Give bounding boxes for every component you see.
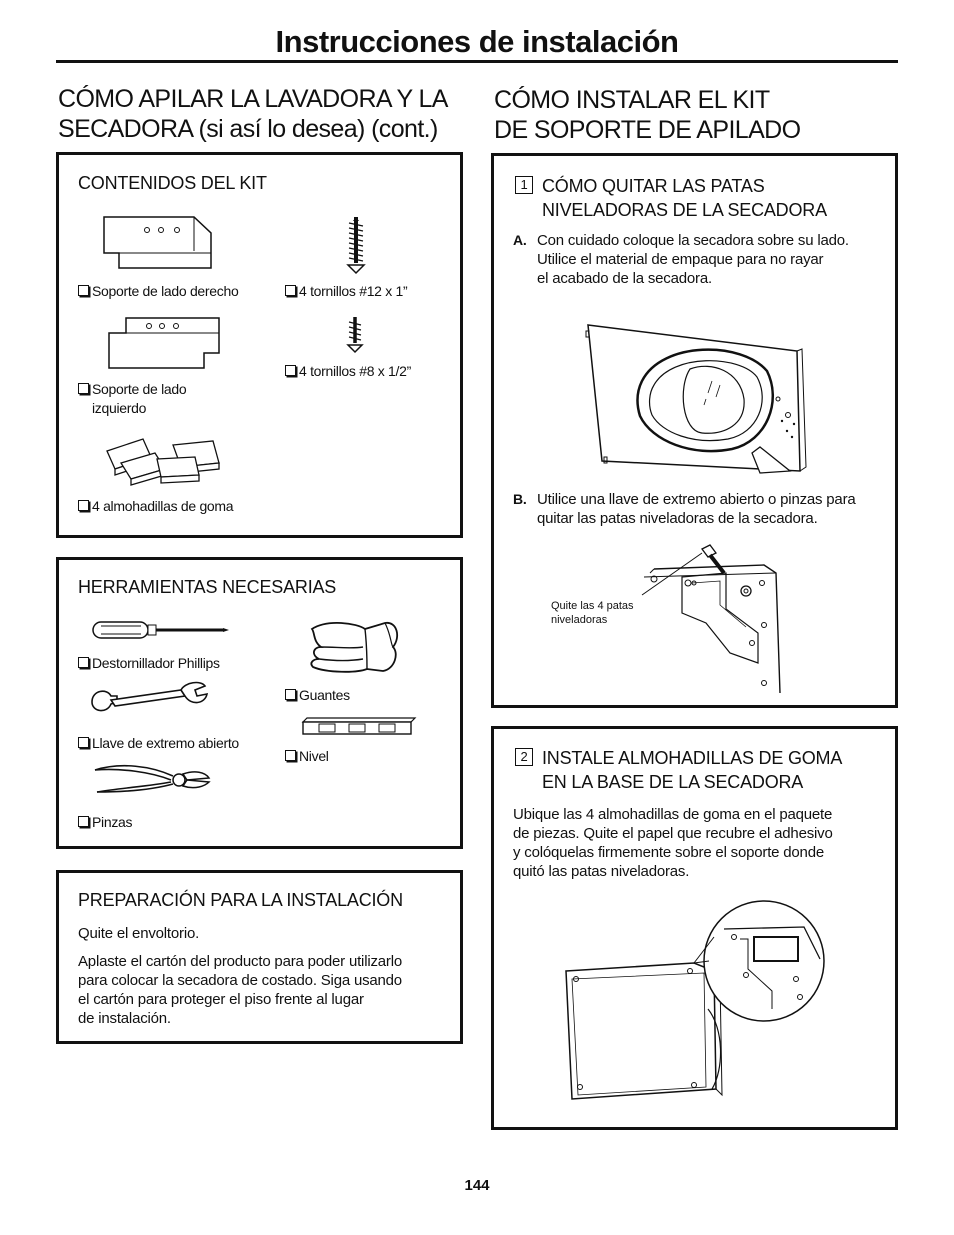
step1-a-label: A.	[513, 232, 527, 248]
checkbox-icon	[78, 383, 89, 394]
prep-line: de instalación.	[78, 1010, 171, 1027]
prep-heading: PREPARACIÓN PARA LA INSTALACIÓN	[78, 890, 403, 910]
tool-label: Destornillador Phillips	[92, 655, 220, 671]
step2-line: Ubique las 4 almohadillas de goma en el paquete	[513, 806, 833, 823]
tool-gloves	[285, 686, 350, 705]
kit-item-screws-12	[285, 282, 407, 301]
right-section-title-line1: CÓMO INSTALAR EL KIT	[494, 86, 770, 114]
left-section-title-line2: SECADORA (si así lo desea) (cont.)	[58, 115, 438, 143]
kit-item-label: Soporte de lado	[92, 381, 187, 397]
gloves-illustration	[307, 617, 402, 679]
right-bracket-illustration	[99, 213, 219, 273]
step-number-badge: 2	[515, 748, 533, 766]
checkbox-icon	[78, 737, 89, 748]
pliers-illustration	[91, 762, 213, 798]
callout-line2: niveladoras	[551, 614, 608, 626]
checkbox-icon	[285, 750, 296, 761]
step1-title-line2: NIVELADORAS DE LA SECADORA	[542, 200, 827, 220]
kit-item-label: 4 almohadillas de goma	[92, 498, 234, 514]
step1-b-line: Utilice una llave de extremo abierto o pinzas para	[537, 491, 856, 508]
step2-text	[513, 805, 893, 881]
tool-label: Pinzas	[92, 814, 133, 830]
kit-contents-box	[56, 152, 463, 538]
kit-item-left-bracket-cont: izquierdo	[92, 400, 147, 416]
kit-item-right-bracket	[78, 282, 238, 301]
prep-paragraph-2	[78, 952, 458, 1028]
step1-heading	[515, 174, 912, 222]
preparation-box	[56, 870, 463, 1044]
left-section-title-line1: CÓMO APILAR LA LAVADORA Y LA	[58, 85, 448, 113]
prep-paragraph-1: Quite el envoltorio.	[78, 925, 200, 942]
kit-item-rubber-pads	[78, 497, 233, 516]
checkbox-icon	[78, 285, 89, 296]
step2-line: y colóquelas firmemente sobre el soporte donde	[513, 844, 824, 861]
step1-a-text	[537, 231, 897, 288]
page-number: 144	[464, 1177, 490, 1194]
kit-item-label: 4 tornillos #12 x 1”	[299, 283, 408, 299]
checkbox-icon	[78, 500, 89, 511]
screw-12-illustration	[341, 215, 371, 277]
step1-b-text	[537, 490, 897, 528]
kit-item-left-bracket	[78, 380, 186, 399]
prep-line: para colocar la secadora de costado. Siga usando	[78, 972, 402, 989]
callout-line1: Quite las 4 patas	[551, 600, 634, 612]
step1-title-line1: CÓMO QUITAR LAS PATAS	[542, 176, 765, 196]
dryer-on-side-illustration	[582, 321, 812, 476]
leveling-leg-removal-illustration	[634, 543, 864, 693]
wrench-illustration	[89, 680, 209, 722]
checkbox-icon	[285, 689, 296, 700]
checkbox-icon	[78, 657, 89, 668]
kit-item-screws-8	[285, 362, 411, 381]
step1-b-line: quitar las patas niveladoras de la secadora.	[537, 510, 818, 527]
step2-line: quitó las patas niveladoras.	[513, 863, 690, 880]
left-bracket-illustration	[104, 313, 224, 373]
rubber-pads-illustration	[103, 437, 223, 487]
level-illustration	[299, 716, 417, 738]
step-number-badge: 1	[515, 176, 533, 194]
step2-title-line2: EN LA BASE DE LA SECADORA	[542, 772, 804, 792]
prep-line: el cartón para proteger el piso frente al lugar	[78, 991, 364, 1008]
tools-heading: HERRAMIENTAS NECESARIAS	[78, 577, 337, 597]
kit-item-label: Soporte de lado derecho	[92, 283, 239, 299]
kit-heading: CONTENIDOS DEL KIT	[78, 173, 267, 193]
callout-label	[551, 599, 634, 627]
step1-box	[491, 153, 898, 708]
rubber-pad-installation-illustration	[564, 899, 884, 1119]
title-rule	[56, 60, 898, 63]
right-section-title-line2: DE SOPORTE DE APILADO	[494, 116, 801, 144]
step2-box	[491, 726, 898, 1130]
tool-screwdriver	[78, 654, 220, 673]
right-section-title	[494, 85, 894, 145]
tool-label: Guantes	[299, 687, 350, 703]
page-title: Instrucciones de instalación	[275, 24, 679, 59]
screw-8-illustration	[345, 315, 365, 355]
tool-label: Nivel	[299, 748, 329, 764]
tool-wrench	[78, 734, 239, 753]
step1-a-line: Con cuidado coloque la secadora sobre su lado.	[537, 232, 849, 249]
step2-title-line1: INSTALE ALMOHADILLAS DE GOMA	[542, 748, 843, 768]
checkbox-icon	[285, 365, 296, 376]
step1-a-line: el acabado de la secadora.	[537, 270, 712, 287]
tool-label: Llave de extremo abierto	[92, 735, 239, 751]
left-section-title	[58, 84, 458, 144]
checkbox-icon	[78, 816, 89, 827]
step1-a-line: Utilice el material de empaque para no rayar	[537, 251, 824, 268]
kit-item-label: 4 tornillos #8 x 1/2”	[299, 363, 411, 379]
step2-line: de piezas. Quite el papel que recubre el adhesivo	[513, 825, 833, 842]
tool-level	[285, 747, 329, 766]
screwdriver-illustration	[91, 618, 231, 644]
step1-b-label: B.	[513, 491, 527, 507]
prep-line: Aplaste el cartón del producto para poder utilizarlo	[78, 953, 402, 970]
step2-heading	[515, 746, 912, 794]
tool-pliers	[78, 813, 132, 832]
checkbox-icon	[285, 285, 296, 296]
tools-box	[56, 557, 463, 849]
